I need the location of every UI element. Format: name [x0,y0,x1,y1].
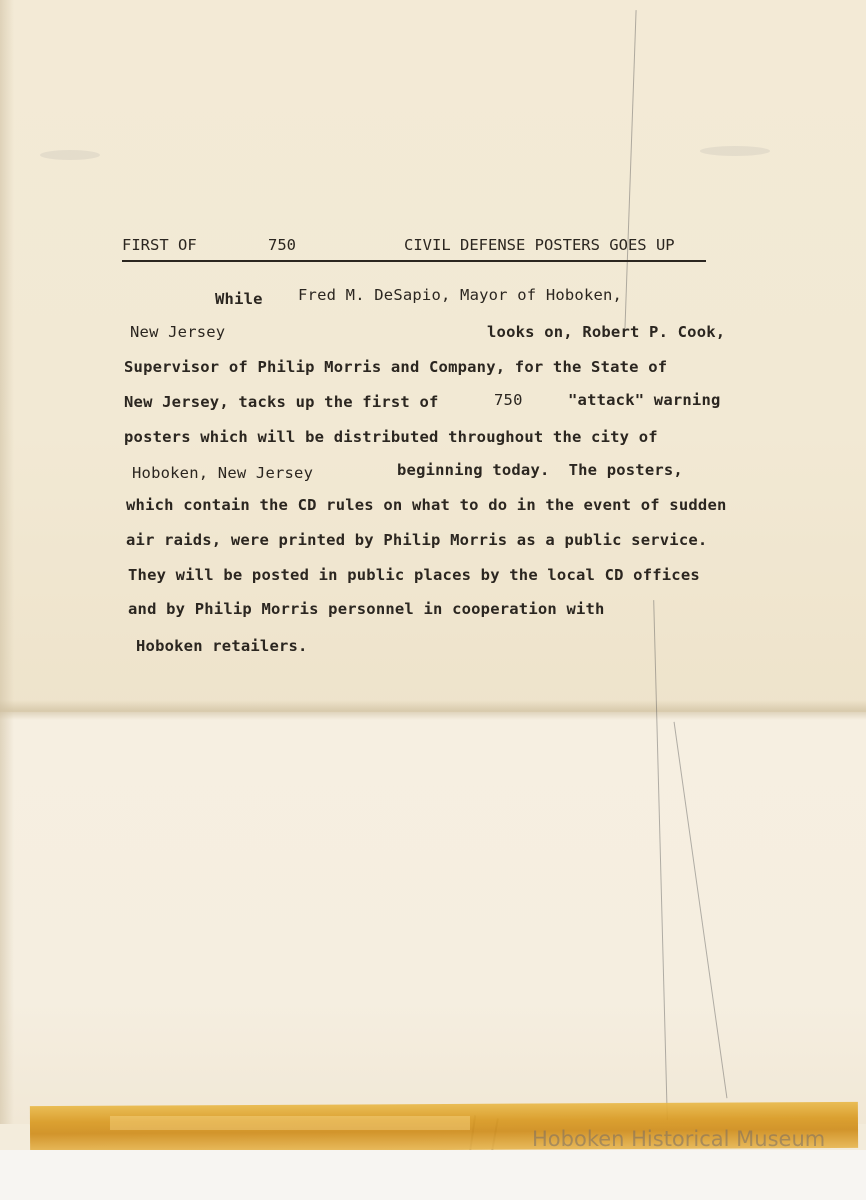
paper-lower-panel [0,712,866,1124]
smudge-mark [40,150,100,160]
body-text: "attack" warning [568,391,721,409]
background-surface [0,1150,866,1200]
body-text: posters which will be distributed throughout the city of [124,428,658,446]
body-text: They will be posted in public places by the local CD offices [128,566,700,584]
body-text: beginning today. The posters, [397,461,683,479]
body-text: Hoboken, New Jersey [132,464,314,482]
headline-part-first-of: FIRST OF [122,236,197,254]
body-text: New Jersey, tacks up the first of [124,393,439,411]
headline-part-title: CIVIL DEFENSE POSTERS GOES UP [404,236,675,254]
body-text: Hoboken retailers. [136,637,308,655]
body-text: air raids, were printed by Philip Morris as a public service. [126,531,708,549]
body-text: which contain the CD rules on what to do in the event of sudden [126,496,727,514]
museum-watermark: Hoboken Historical Museum [532,1127,826,1151]
headline-part-count: 750 [268,236,296,254]
body-text: looks on, Robert P. Cook, [487,323,726,341]
smudge-mark [700,146,770,156]
body-text: 750 [494,391,523,409]
document-headline [122,234,706,262]
body-text: New Jersey [130,323,226,341]
body-text: Fred M. DeSapio, Mayor of Hoboken, [298,286,623,304]
paper-edge-shadow [0,0,14,1124]
body-text: and by Philip Morris personnel in cooperation with [128,600,605,618]
body-text: While [215,290,263,308]
paper-fold [0,700,866,720]
tape-highlight [110,1116,470,1130]
body-text: Supervisor of Philip Morris and Company, for the State of [124,358,668,376]
